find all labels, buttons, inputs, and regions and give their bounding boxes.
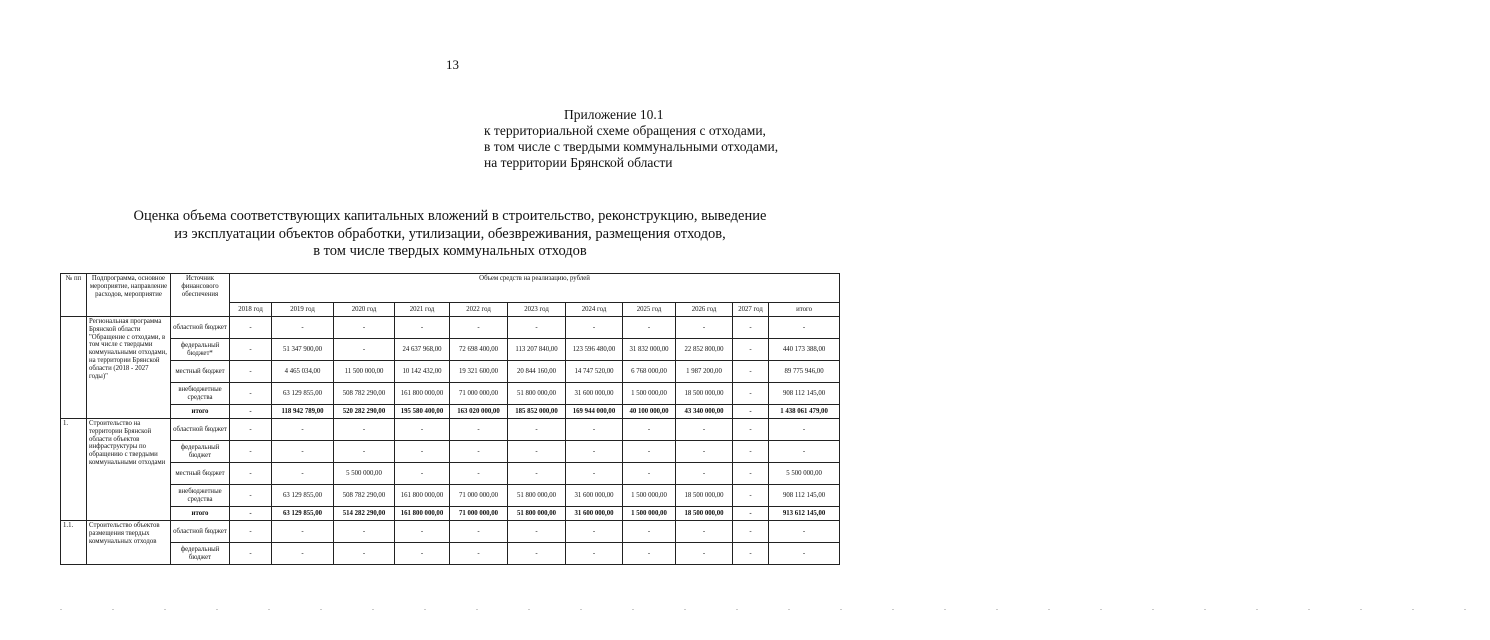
table-body bbox=[61, 317, 840, 565]
value-cell: 163 020 000,00 bbox=[450, 405, 508, 419]
funding-source: областной бюджет bbox=[171, 521, 230, 543]
value-cell: - bbox=[334, 317, 395, 339]
document-title bbox=[60, 208, 840, 261]
value-cell: 51 347 900,00 bbox=[272, 339, 334, 361]
value-cell: 161 800 000,00 bbox=[395, 383, 450, 405]
value-cell: - bbox=[508, 441, 566, 463]
value-cell: 161 800 000,00 bbox=[395, 507, 450, 521]
table-row bbox=[61, 419, 840, 441]
value-cell: - bbox=[508, 463, 566, 485]
total-value-cell: 913 612 145,00 bbox=[769, 507, 840, 521]
appendix-title: Приложение 10.1 bbox=[564, 107, 664, 122]
table-total-row bbox=[61, 507, 840, 521]
value-cell: - bbox=[230, 543, 272, 565]
value-cell: 185 852 000,00 bbox=[508, 405, 566, 419]
value-cell: - bbox=[733, 521, 769, 543]
funding-source: федеральный бюджет* bbox=[171, 339, 230, 361]
total-value-cell: - bbox=[769, 317, 840, 339]
value-cell: - bbox=[450, 543, 508, 565]
value-cell: 11 500 000,00 bbox=[334, 361, 395, 383]
header-year: 2022 год bbox=[450, 303, 508, 317]
value-cell: - bbox=[566, 317, 623, 339]
value-cell: 43 340 000,00 bbox=[676, 405, 733, 419]
value-cell: - bbox=[395, 441, 450, 463]
value-cell: - bbox=[733, 419, 769, 441]
header-year: 2025 год bbox=[623, 303, 676, 317]
value-cell: 63 129 855,00 bbox=[272, 383, 334, 405]
header-year: 2018 год bbox=[230, 303, 272, 317]
value-cell: 1 500 000,00 bbox=[623, 383, 676, 405]
value-cell: 24 637 968,00 bbox=[395, 339, 450, 361]
value-cell: - bbox=[676, 419, 733, 441]
value-cell: 19 321 600,00 bbox=[450, 361, 508, 383]
value-cell: - bbox=[230, 419, 272, 441]
value-cell: 508 782 290,00 bbox=[334, 485, 395, 507]
value-cell: 6 768 000,00 bbox=[623, 361, 676, 383]
value-cell: 22 852 800,00 bbox=[676, 339, 733, 361]
value-cell: - bbox=[230, 339, 272, 361]
value-cell: - bbox=[566, 441, 623, 463]
funding-source: местный бюджет bbox=[171, 361, 230, 383]
table-row bbox=[61, 339, 840, 361]
value-cell: - bbox=[334, 543, 395, 565]
page-number: 13 bbox=[446, 57, 459, 72]
appendix-block bbox=[484, 107, 864, 171]
value-cell: 4 465 034,00 bbox=[272, 361, 334, 383]
funding-source: внебюджетные средства bbox=[171, 485, 230, 507]
value-cell: - bbox=[623, 441, 676, 463]
scan-artifacts: . . . . . . . . . . . . . . . . . . . . . . . . . . . . bbox=[60, 603, 1490, 612]
value-cell: - bbox=[230, 361, 272, 383]
value-cell: 18 500 000,00 bbox=[676, 383, 733, 405]
value-cell: - bbox=[733, 507, 769, 521]
header-year: 2026 год bbox=[676, 303, 733, 317]
value-cell: - bbox=[508, 419, 566, 441]
value-cell: - bbox=[450, 317, 508, 339]
value-cell: 18 500 000,00 bbox=[676, 485, 733, 507]
value-cell: - bbox=[450, 463, 508, 485]
value-cell: 63 129 855,00 bbox=[272, 507, 334, 521]
total-value-cell: - bbox=[769, 521, 840, 543]
value-cell: - bbox=[272, 419, 334, 441]
value-cell: - bbox=[733, 485, 769, 507]
header-year: 2021 год bbox=[395, 303, 450, 317]
funding-source: итого bbox=[171, 405, 230, 419]
table-row bbox=[61, 383, 840, 405]
value-cell: 169 944 000,00 bbox=[566, 405, 623, 419]
value-cell: 71 000 000,00 bbox=[450, 383, 508, 405]
value-cell: - bbox=[395, 419, 450, 441]
value-cell: - bbox=[508, 543, 566, 565]
header-volume: Объем средств на реализацию, рублей bbox=[230, 274, 840, 303]
value-cell: - bbox=[395, 543, 450, 565]
value-cell: - bbox=[272, 463, 334, 485]
row-index bbox=[61, 317, 87, 419]
value-cell: 71 000 000,00 bbox=[450, 485, 508, 507]
table-total-row bbox=[61, 405, 840, 419]
table-row bbox=[61, 463, 840, 485]
value-cell: - bbox=[272, 521, 334, 543]
header-year: итого bbox=[769, 303, 840, 317]
table-row bbox=[61, 543, 840, 565]
header-year: 2027 год bbox=[733, 303, 769, 317]
program-name: Строительство объектов размещения твердых коммунальных отходов bbox=[87, 521, 171, 565]
value-cell: 31 600 000,00 bbox=[566, 507, 623, 521]
value-cell: - bbox=[230, 507, 272, 521]
value-cell: 113 207 840,00 bbox=[508, 339, 566, 361]
value-cell: - bbox=[623, 521, 676, 543]
document-title-line: Оценка объема соответствующих капитальных вложений в строительство, реконструкцию, выведение bbox=[133, 208, 767, 224]
value-cell: - bbox=[623, 463, 676, 485]
value-cell: - bbox=[230, 317, 272, 339]
value-cell: 10 142 432,00 bbox=[395, 361, 450, 383]
value-cell: - bbox=[676, 441, 733, 463]
value-cell: - bbox=[623, 543, 676, 565]
value-cell: - bbox=[230, 441, 272, 463]
value-cell: 40 100 000,00 bbox=[623, 405, 676, 419]
value-cell: - bbox=[733, 339, 769, 361]
funding-source: внебюджетные средства bbox=[171, 383, 230, 405]
value-cell: - bbox=[334, 419, 395, 441]
total-value-cell: 440 173 388,00 bbox=[769, 339, 840, 361]
value-cell: 1 500 000,00 bbox=[623, 485, 676, 507]
table-row bbox=[61, 485, 840, 507]
value-cell: - bbox=[272, 317, 334, 339]
value-cell: - bbox=[733, 317, 769, 339]
value-cell: - bbox=[733, 463, 769, 485]
document-title-line: в том числе твердых коммунальных отходов bbox=[313, 243, 587, 259]
value-cell: 520 282 290,00 bbox=[334, 405, 395, 419]
value-cell: - bbox=[733, 383, 769, 405]
value-cell: 71 000 000,00 bbox=[450, 507, 508, 521]
value-cell: 20 844 160,00 bbox=[508, 361, 566, 383]
value-cell: - bbox=[230, 405, 272, 419]
value-cell: 51 800 000,00 bbox=[508, 383, 566, 405]
total-value-cell: 1 438 061 479,00 bbox=[769, 405, 840, 419]
value-cell: 51 800 000,00 bbox=[508, 485, 566, 507]
funding-source: местный бюджет bbox=[171, 463, 230, 485]
value-cell: 123 596 480,00 bbox=[566, 339, 623, 361]
value-cell: - bbox=[230, 485, 272, 507]
value-cell: 118 942 789,00 bbox=[272, 405, 334, 419]
value-cell: - bbox=[272, 543, 334, 565]
table-row bbox=[61, 317, 840, 339]
table-row bbox=[61, 441, 840, 463]
value-cell: - bbox=[733, 405, 769, 419]
funding-source: федеральный бюджет bbox=[171, 441, 230, 463]
value-cell: - bbox=[566, 543, 623, 565]
header-source: Источник финансового обеспечения bbox=[171, 274, 230, 317]
total-value-cell: - bbox=[769, 441, 840, 463]
value-cell: 195 580 400,00 bbox=[395, 405, 450, 419]
value-cell: 31 600 000,00 bbox=[566, 383, 623, 405]
program-name: Строительство на территории Брянской области объектов инфраструктуры по обращению с твердыми коммунальными отходами bbox=[87, 419, 171, 521]
value-cell: - bbox=[733, 543, 769, 565]
header-year: 2019 год bbox=[272, 303, 334, 317]
header-year: 2020 год bbox=[334, 303, 395, 317]
value-cell: - bbox=[676, 521, 733, 543]
value-cell: - bbox=[450, 521, 508, 543]
value-cell: 514 282 290,00 bbox=[334, 507, 395, 521]
header-year: 2023 год bbox=[508, 303, 566, 317]
value-cell: - bbox=[566, 521, 623, 543]
value-cell: - bbox=[334, 521, 395, 543]
funding-source: федеральный бюджет bbox=[171, 543, 230, 565]
funding-source: областной бюджет bbox=[171, 419, 230, 441]
value-cell: - bbox=[395, 463, 450, 485]
total-value-cell: - bbox=[769, 419, 840, 441]
funding-source: итого bbox=[171, 507, 230, 521]
total-value-cell: 908 112 145,00 bbox=[769, 383, 840, 405]
value-cell: 51 800 000,00 bbox=[508, 507, 566, 521]
total-value-cell: 908 112 145,00 bbox=[769, 485, 840, 507]
value-cell: - bbox=[395, 521, 450, 543]
header-program: Подпрограмма, основное мероприятие, направление расходов, мероприятие bbox=[87, 274, 171, 317]
value-cell: 1 987 200,00 bbox=[676, 361, 733, 383]
funding-source: областной бюджет bbox=[171, 317, 230, 339]
value-cell: 31 600 000,00 bbox=[566, 485, 623, 507]
value-cell: 72 698 400,00 bbox=[450, 339, 508, 361]
total-value-cell: - bbox=[769, 543, 840, 565]
value-cell: 18 500 000,00 bbox=[676, 507, 733, 521]
value-cell: - bbox=[334, 441, 395, 463]
total-value-cell: 5 500 000,00 bbox=[769, 463, 840, 485]
header-no: № пп bbox=[61, 274, 87, 317]
value-cell: - bbox=[676, 317, 733, 339]
document-title-line: из эксплуатации объектов обработки, утилизации, обезвреживания, размещения отходов, bbox=[174, 225, 726, 242]
value-cell: - bbox=[450, 419, 508, 441]
appendix-line: к территориальной схеме обращения с отходами, bbox=[484, 123, 766, 138]
value-cell: 508 782 290,00 bbox=[334, 383, 395, 405]
value-cell: 5 500 000,00 bbox=[334, 463, 395, 485]
value-cell: 1 500 000,00 bbox=[623, 507, 676, 521]
value-cell: - bbox=[508, 317, 566, 339]
value-cell: - bbox=[230, 521, 272, 543]
value-cell: - bbox=[450, 441, 508, 463]
value-cell: - bbox=[566, 419, 623, 441]
value-cell: - bbox=[508, 521, 566, 543]
value-cell: - bbox=[230, 463, 272, 485]
value-cell: - bbox=[566, 463, 623, 485]
value-cell: - bbox=[230, 383, 272, 405]
table-row bbox=[61, 361, 840, 383]
row-index: 1.1. bbox=[61, 521, 87, 565]
value-cell: 14 747 520,00 bbox=[566, 361, 623, 383]
value-cell: - bbox=[272, 441, 334, 463]
value-cell: 31 832 000,00 bbox=[623, 339, 676, 361]
value-cell: - bbox=[733, 361, 769, 383]
value-cell: - bbox=[733, 441, 769, 463]
value-cell: 161 800 000,00 bbox=[395, 485, 450, 507]
value-cell: - bbox=[676, 463, 733, 485]
value-cell: - bbox=[395, 317, 450, 339]
value-cell: 63 129 855,00 bbox=[272, 485, 334, 507]
appendix-line: в том числе с твердыми коммунальными отходами, bbox=[484, 139, 779, 154]
appendix-line: на территории Брянской области bbox=[484, 155, 673, 170]
value-cell: - bbox=[623, 419, 676, 441]
value-cell: - bbox=[334, 339, 395, 361]
value-cell: - bbox=[676, 543, 733, 565]
header-year: 2024 год bbox=[566, 303, 623, 317]
row-index: 1. bbox=[61, 419, 87, 521]
budget-table bbox=[60, 273, 840, 565]
total-value-cell: 89 775 946,00 bbox=[769, 361, 840, 383]
value-cell: - bbox=[623, 317, 676, 339]
program-name: Региональная программа Брянской области "Обращение с отходами, в том числе с твердыми коммунальными отходами, на территории Брянской области (2018 - 2027 годы)" bbox=[87, 317, 171, 419]
table-row bbox=[61, 521, 840, 543]
